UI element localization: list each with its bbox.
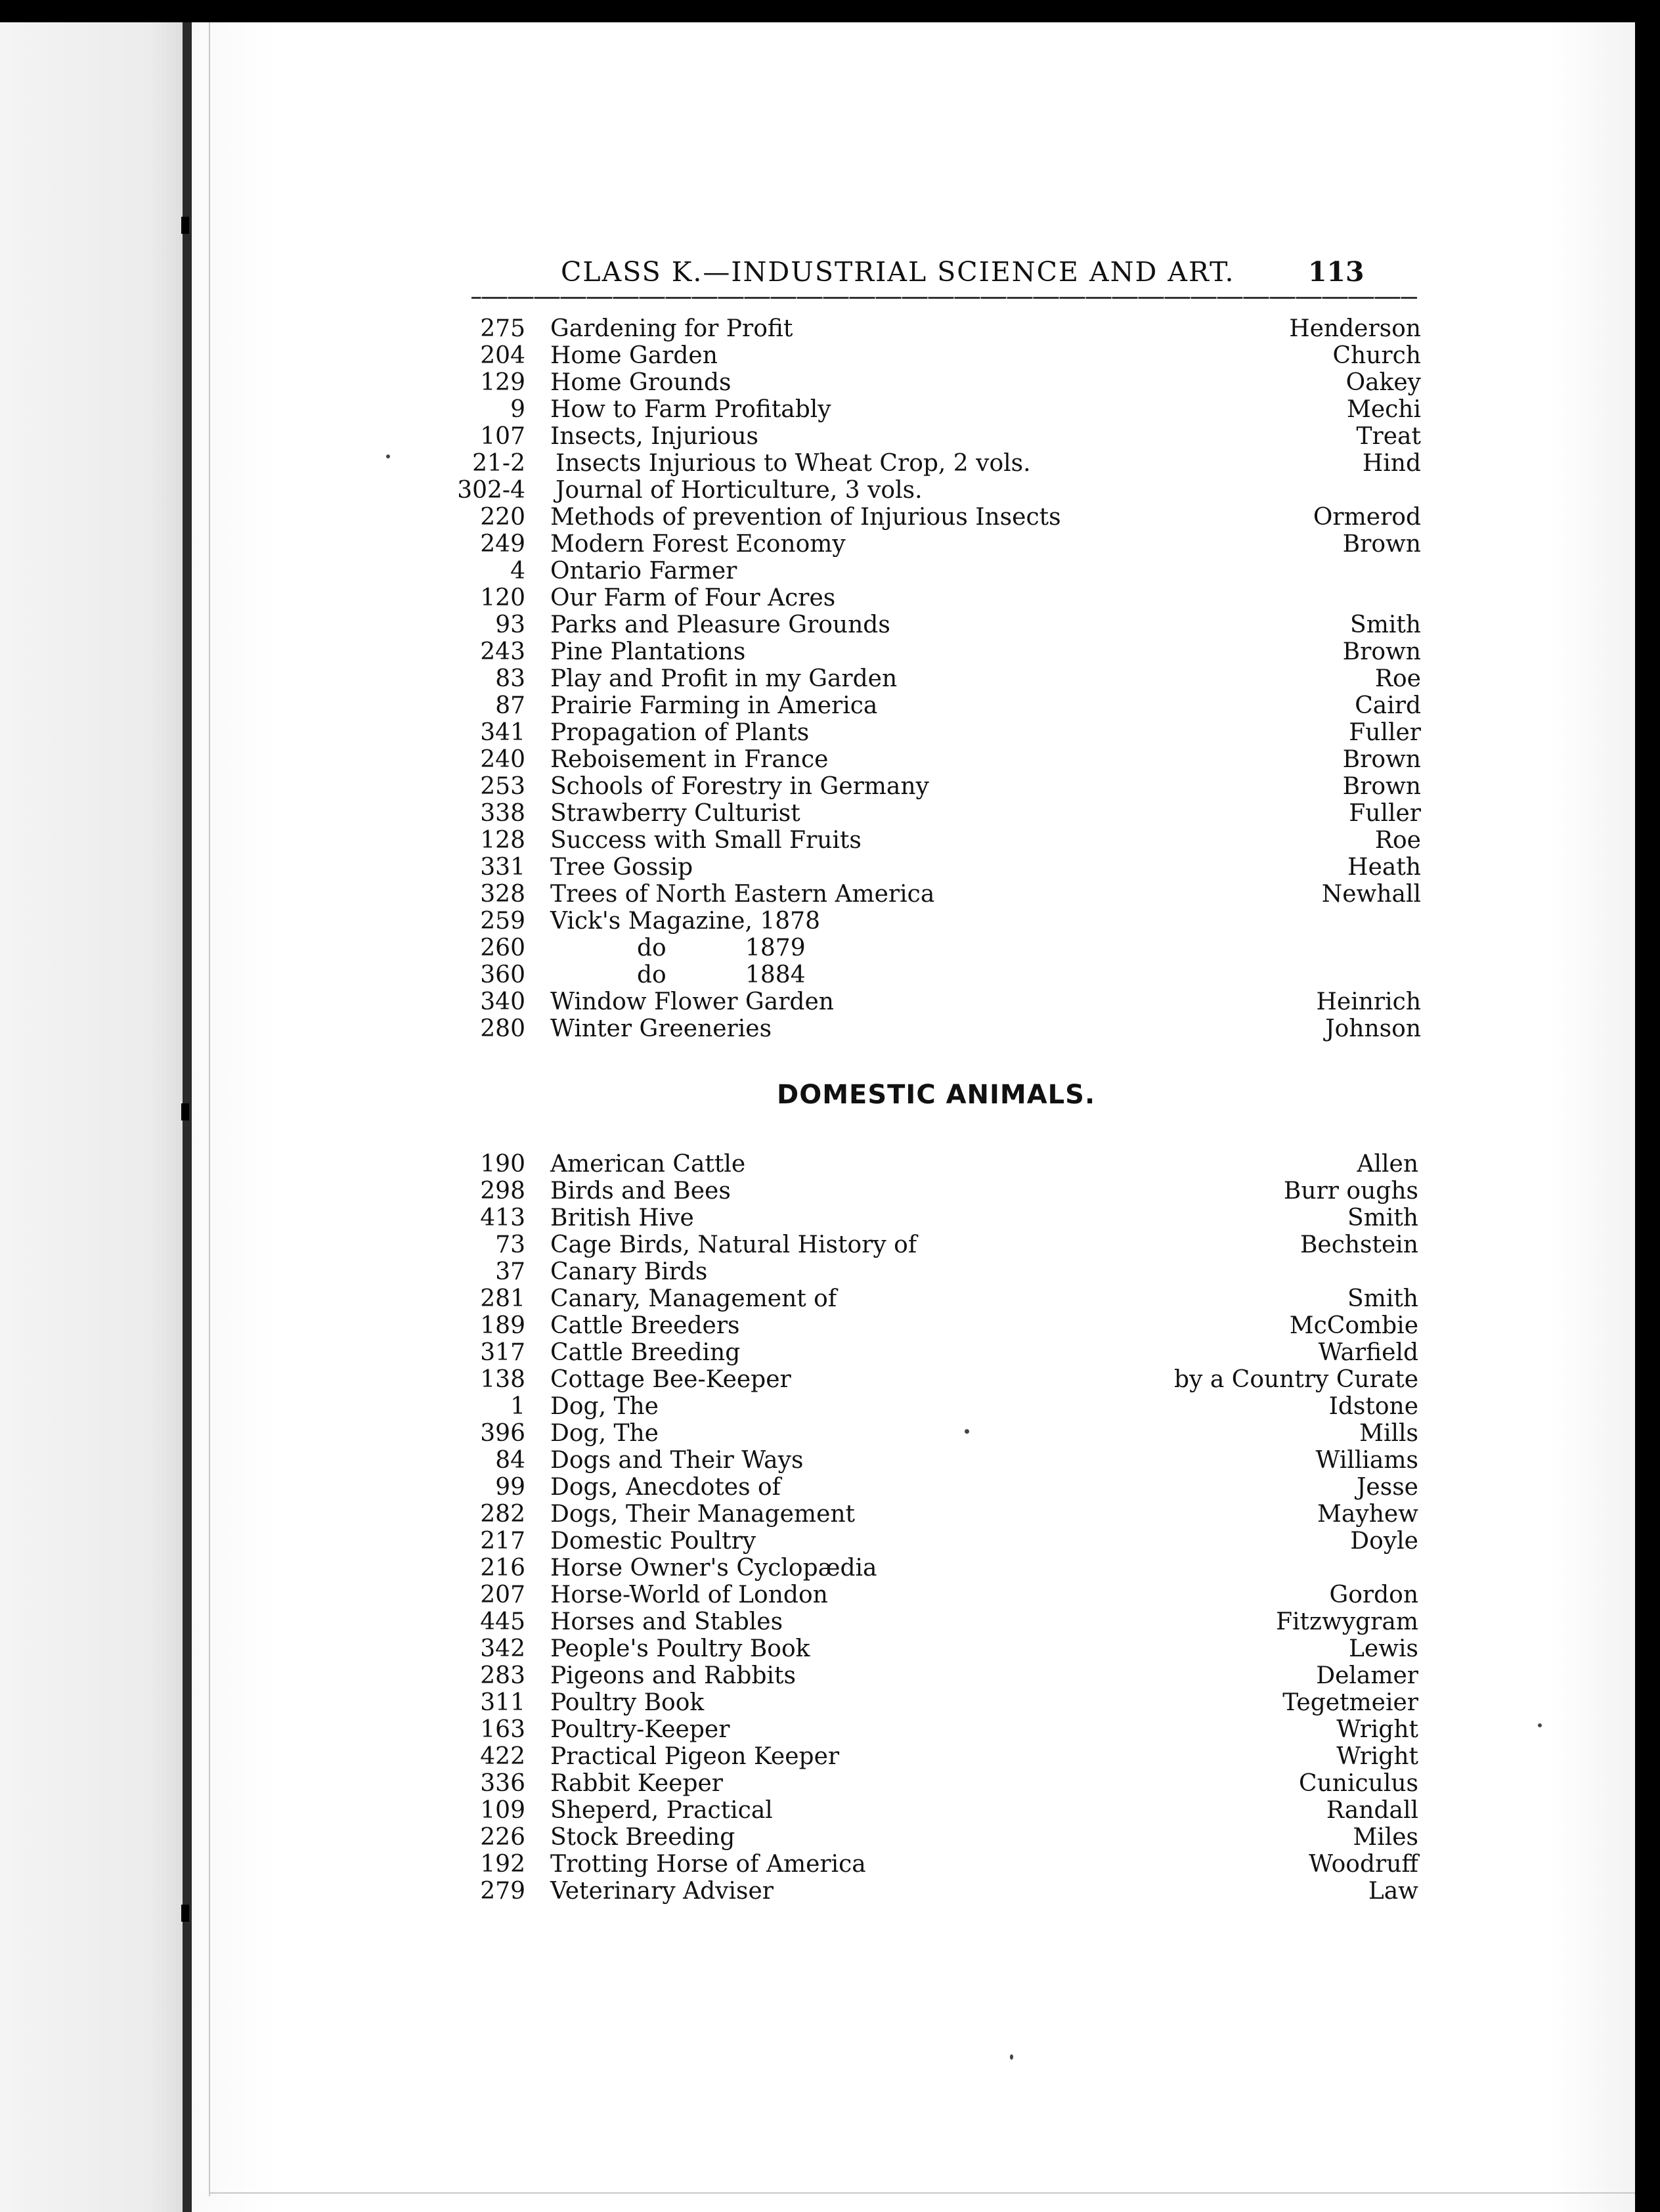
scan-speck	[1538, 1723, 1542, 1727]
entry-author: Burr oughs	[1283, 1178, 1418, 1205]
entry-title: Methods of prevention of Injurious Insects	[550, 504, 1061, 531]
entry-title: Cattle Breeders	[550, 1312, 740, 1339]
entry-number: 190	[480, 1151, 525, 1178]
entry-title: Sheperd, Practical	[550, 1797, 773, 1824]
entry-title: Dog, The	[550, 1393, 659, 1420]
entry-author: Lewis	[1348, 1635, 1418, 1662]
entry-author: Mayhew	[1317, 1501, 1418, 1528]
entry-number: 360	[480, 962, 525, 988]
list-item	[433, 477, 1421, 504]
entry-title: People's Poultry Book	[550, 1635, 810, 1662]
entry-number: 73	[495, 1231, 525, 1258]
entry-number: 120	[480, 585, 525, 611]
entry-author: Heinrich	[1316, 988, 1421, 1015]
list-item	[433, 935, 1421, 962]
entry-author: Wright	[1336, 1743, 1418, 1770]
list-item	[433, 1339, 1418, 1366]
entry-title: Pigeons and Rabbits	[550, 1662, 796, 1689]
entry-author: Delamer	[1316, 1662, 1418, 1689]
entry-title: Domestic Poultry	[550, 1528, 756, 1555]
entry-number: 192	[480, 1851, 525, 1878]
entry-number: 253	[480, 773, 525, 800]
entry-number: 216	[480, 1555, 525, 1582]
entry-author: McCombie	[1289, 1312, 1418, 1339]
entry-number: 302-4	[457, 477, 525, 504]
entry-author: Treat	[1356, 423, 1421, 450]
list-item	[433, 1285, 1418, 1312]
entry-number: 129	[480, 369, 525, 396]
entry-number: 317	[480, 1339, 525, 1366]
scan-border-right	[1635, 0, 1660, 2212]
entry-title: Cage Birds, Natural History of	[550, 1231, 917, 1258]
entry-number: 83	[495, 665, 525, 692]
entry-title: British Hive	[550, 1205, 694, 1231]
list-item	[433, 1716, 1418, 1743]
list-item	[433, 746, 1421, 773]
entry-number: 341	[480, 719, 525, 746]
list-item	[433, 1770, 1418, 1797]
entry-title: Reboisement in France	[550, 746, 829, 773]
running-title: CLASS K.—INDUSTRIAL SCIENCE AND ART.	[561, 256, 1235, 288]
entry-author: Brown	[1342, 638, 1421, 665]
entry-title: Veterinary Adviser	[550, 1878, 774, 1905]
entry-number: 87	[495, 692, 525, 719]
entry-number: 331	[480, 854, 525, 881]
entry-author: Hind	[1362, 450, 1421, 477]
list-item	[433, 1015, 1421, 1042]
list-item	[433, 531, 1421, 558]
list-item	[433, 1393, 1418, 1420]
entry-author: Randall	[1326, 1797, 1418, 1824]
entry-number: 21-2	[472, 450, 525, 477]
entry-title: Vick's Magazine, 1878	[550, 908, 820, 935]
scan-speck	[965, 1429, 969, 1434]
list-item	[433, 1258, 1418, 1285]
entry-number: 99	[495, 1474, 525, 1501]
entry-number: 342	[480, 1635, 525, 1662]
entry-number: 243	[480, 638, 525, 665]
entry-title: Gardening for Profit	[550, 315, 793, 342]
entry-author: Miles	[1353, 1824, 1418, 1851]
entry-title: Poultry Book	[550, 1689, 705, 1716]
entry-title: Schools of Forestry in Germany	[550, 773, 929, 800]
list-item	[433, 611, 1421, 638]
entry-author: Tegetmeier	[1282, 1689, 1418, 1716]
entry-number: 396	[480, 1420, 525, 1447]
list-item	[433, 1420, 1418, 1447]
entry-title: Dogs and Their Ways	[550, 1447, 804, 1474]
list-item	[433, 800, 1421, 827]
entry-number: 311	[480, 1689, 525, 1716]
entry-title: Poultry-Keeper	[550, 1716, 730, 1743]
entry-title: Birds and Bees	[550, 1178, 731, 1205]
list-item	[433, 1824, 1418, 1851]
list-item	[433, 342, 1421, 369]
entry-title: Dogs, Their Management	[550, 1501, 856, 1528]
entry-title: Success with Small Fruits	[550, 827, 862, 854]
list-item	[433, 1797, 1418, 1824]
entry-author: Caird	[1355, 692, 1421, 719]
entry-author: Roe	[1374, 665, 1421, 692]
entry-author: Gordon	[1329, 1582, 1418, 1608]
entry-number: 279	[480, 1878, 525, 1905]
list-item	[433, 1312, 1418, 1339]
entry-title: Modern Forest Economy	[550, 531, 846, 558]
entry-author: Allen	[1357, 1151, 1418, 1178]
entry-title: Horse Owner's Cyclopædia	[550, 1555, 877, 1582]
ditto-mark: do	[637, 935, 666, 962]
header-rule	[471, 297, 1417, 299]
entry-title: Horses and Stables	[550, 1608, 783, 1635]
list-item	[433, 1878, 1418, 1905]
entry-title: Dog, The	[550, 1420, 659, 1447]
entry-title: How to Farm Profitably	[550, 396, 831, 423]
entry-year: 1884	[745, 962, 806, 988]
scan-speck	[1010, 2054, 1013, 2060]
entry-title: Ontario Farmer	[550, 558, 737, 585]
list-item	[433, 1151, 1418, 1178]
entry-number: 93	[495, 611, 525, 638]
entry-number: 336	[480, 1770, 525, 1797]
entry-author: Oakey	[1345, 369, 1421, 396]
entry-title: Tree Gossip	[550, 854, 693, 881]
entry-number: 207	[480, 1582, 525, 1608]
list-item	[433, 1447, 1418, 1474]
entry-number: 413	[480, 1205, 525, 1231]
entry-number: 338	[480, 800, 525, 827]
entry-title: American Cattle	[550, 1151, 746, 1178]
list-item	[433, 1743, 1418, 1770]
entry-author: Smith	[1350, 611, 1421, 638]
entry-title: Horse-World of London	[550, 1582, 828, 1608]
list-item	[433, 450, 1421, 477]
list-item	[433, 1231, 1418, 1258]
entry-number: 217	[480, 1528, 525, 1555]
list-item	[433, 369, 1421, 396]
entry-number: 282	[480, 1501, 525, 1528]
entry-number: 340	[480, 988, 525, 1015]
list-item	[433, 1501, 1418, 1528]
entry-number: 189	[480, 1312, 525, 1339]
entry-title: Cattle Breeding	[550, 1339, 741, 1366]
list-item	[433, 881, 1421, 908]
entry-author: Idstone	[1328, 1393, 1418, 1420]
entry-number: 107	[480, 423, 525, 450]
list-item	[433, 1689, 1418, 1716]
entry-title: Trees of North Eastern America	[550, 881, 935, 908]
entry-title: Canary Birds	[550, 1258, 708, 1285]
gutter-notch	[181, 1103, 189, 1120]
entry-author: Brown	[1342, 773, 1421, 800]
entry-title: Cottage Bee-Keeper	[550, 1366, 791, 1393]
entry-author: Mechi	[1346, 396, 1421, 423]
entry-number: 240	[480, 746, 525, 773]
entry-number: 280	[480, 1015, 525, 1042]
list-item	[433, 1555, 1418, 1582]
entry-title: Strawberry Culturist	[550, 800, 800, 827]
entry-number: 138	[480, 1366, 525, 1393]
entry-number: 259	[480, 908, 525, 935]
entry-number: 283	[480, 1662, 525, 1689]
list-item	[433, 638, 1421, 665]
entry-title: Journal of Horticulture, 3 vols.	[556, 477, 923, 504]
list-item	[433, 773, 1421, 800]
entry-number: 204	[480, 342, 525, 369]
entry-title: Trotting Horse of America	[550, 1851, 866, 1878]
entry-number: 281	[480, 1285, 525, 1312]
entry-number: 220	[480, 504, 525, 531]
entry-author: Wright	[1336, 1716, 1418, 1743]
entry-number: 109	[480, 1797, 525, 1824]
entry-author: Woodruff	[1309, 1851, 1418, 1878]
gutter-notch	[181, 1905, 189, 1922]
list-item	[433, 315, 1421, 342]
list-item	[433, 854, 1421, 881]
list-item	[433, 719, 1421, 746]
entry-author: Roe	[1374, 827, 1421, 854]
section-heading-domestic-animals: DOMESTIC ANIMALS.	[777, 1080, 1096, 1110]
entry-title: Play and Profit in my Garden	[550, 665, 898, 692]
page-bottom-edge	[209, 2192, 1635, 2194]
entry-number: 260	[480, 935, 525, 962]
entry-number: 445	[480, 1608, 525, 1635]
entry-author: Brown	[1342, 746, 1421, 773]
list-item	[433, 962, 1421, 988]
ditto-mark: do	[637, 962, 666, 988]
entry-number: 4	[510, 558, 525, 585]
entry-author: Fuller	[1349, 719, 1421, 746]
list-item	[433, 1474, 1418, 1501]
entry-number: 249	[480, 531, 525, 558]
entry-title: Dogs, Anecdotes of	[550, 1474, 781, 1501]
entry-author: Newhall	[1321, 881, 1421, 908]
list-item	[433, 585, 1421, 611]
entry-title: Rabbit Keeper	[550, 1770, 724, 1797]
entry-title: Insects, Injurious	[550, 423, 758, 450]
entry-author: Henderson	[1289, 315, 1421, 342]
entry-author: Church	[1332, 342, 1421, 369]
entry-number: 128	[480, 827, 525, 854]
entry-number: 84	[495, 1447, 525, 1474]
entry-title: Propagation of Plants	[550, 719, 810, 746]
list-item	[433, 988, 1421, 1015]
list-item	[433, 423, 1421, 450]
entry-author: Mills	[1359, 1420, 1418, 1447]
list-item	[433, 692, 1421, 719]
list-item	[433, 1366, 1418, 1393]
entry-author: Fuller	[1349, 800, 1421, 827]
entry-author: Johnson	[1325, 1015, 1421, 1042]
entry-title: Stock Breeding	[550, 1824, 735, 1851]
entry-author: Cuniculus	[1299, 1770, 1418, 1797]
entry-title: Our Farm of Four Acres	[550, 585, 836, 611]
page-number: 113	[1308, 256, 1365, 288]
entry-title: Home Garden	[550, 342, 718, 369]
entry-number: 1	[510, 1393, 525, 1420]
list-item	[433, 827, 1421, 854]
list-item	[433, 1608, 1418, 1635]
entry-author: Brown	[1342, 531, 1421, 558]
entry-author: Doyle	[1350, 1528, 1418, 1555]
list-item	[433, 1635, 1418, 1662]
entry-number: 298	[480, 1178, 525, 1205]
gutter-notch	[181, 217, 189, 234]
entry-author: Williams	[1315, 1447, 1418, 1474]
entry-number: 275	[480, 315, 525, 342]
entry-author: by a Country Curate	[1174, 1366, 1418, 1393]
entry-author: Law	[1368, 1878, 1418, 1905]
scan-speck	[386, 454, 390, 458]
entry-title: Prairie Farming in America	[550, 692, 878, 719]
entry-number: 422	[480, 1743, 525, 1770]
list-item	[433, 1582, 1418, 1608]
list-item	[433, 396, 1421, 423]
entry-title: Winter Greeneries	[550, 1015, 772, 1042]
list-item	[433, 1851, 1418, 1878]
entry-title: Practical Pigeon Keeper	[550, 1743, 840, 1770]
list-item	[433, 665, 1421, 692]
entry-title: Home Grounds	[550, 369, 732, 396]
list-item	[433, 558, 1421, 585]
entry-author: Heath	[1347, 854, 1421, 881]
entry-author: Warfield	[1318, 1339, 1418, 1366]
entry-number: 328	[480, 881, 525, 908]
list-item	[433, 504, 1421, 531]
list-item	[433, 1662, 1418, 1689]
entry-number: 163	[480, 1716, 525, 1743]
list-item	[433, 1528, 1418, 1555]
entry-author: Smith	[1347, 1285, 1418, 1312]
entry-author: Fitzwygram	[1276, 1608, 1418, 1635]
entry-title: Canary, Management of	[550, 1285, 837, 1312]
entry-title: Parks and Pleasure Grounds	[550, 611, 890, 638]
list-item	[433, 1178, 1418, 1205]
list-item	[433, 1205, 1418, 1231]
entry-title: Window Flower Garden	[550, 988, 834, 1015]
entry-number: 37	[495, 1258, 525, 1285]
entry-title: Insects Injurious to Wheat Crop, 2 vols.	[556, 450, 1031, 477]
scan-border-top	[0, 0, 1660, 22]
page-edge-line	[209, 22, 210, 2196]
entry-number: 226	[480, 1824, 525, 1851]
entry-author: Smith	[1347, 1205, 1418, 1231]
entry-number: 9	[510, 396, 525, 423]
entry-author: Ormerod	[1313, 504, 1421, 531]
entry-title: Pine Plantations	[550, 638, 746, 665]
list-item	[433, 908, 1421, 935]
entry-year: 1879	[745, 935, 806, 962]
facing-page-edge	[0, 22, 187, 2212]
entry-author: Jesse	[1357, 1474, 1418, 1501]
entry-author: Bechstein	[1300, 1231, 1418, 1258]
